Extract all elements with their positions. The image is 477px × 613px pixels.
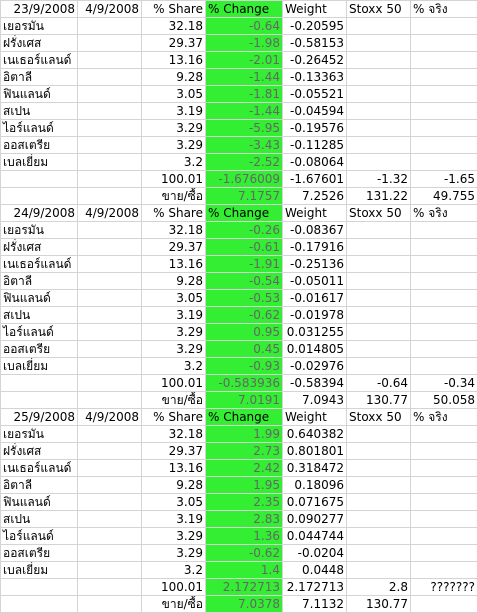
share-cell[interactable]: 13.16 bbox=[142, 460, 206, 477]
change-cell[interactable]: -3.43 bbox=[206, 137, 283, 154]
empty-cell[interactable] bbox=[347, 222, 411, 239]
sellbuy-change-cell[interactable]: 7.0378 bbox=[206, 596, 283, 613]
empty-cell[interactable] bbox=[411, 545, 477, 562]
stoxx-header-cell[interactable]: Stoxx 50 bbox=[347, 1, 411, 18]
change-cell[interactable]: -1.44 bbox=[206, 69, 283, 86]
empty-cell[interactable] bbox=[411, 477, 477, 494]
empty-cell[interactable] bbox=[78, 35, 142, 52]
table-row bbox=[1, 69, 477, 86]
sell-buy-label-cell[interactable]: ขาย/ซื้อ bbox=[142, 188, 206, 205]
empty-cell[interactable] bbox=[411, 35, 477, 52]
empty-cell[interactable] bbox=[411, 239, 477, 256]
empty-cell[interactable] bbox=[411, 290, 477, 307]
weight-header-cell[interactable]: Weight bbox=[283, 1, 347, 18]
empty-cell[interactable] bbox=[78, 86, 142, 103]
empty-cell[interactable] bbox=[78, 528, 142, 545]
change-cell[interactable]: -2.01 bbox=[206, 52, 283, 69]
empty-cell[interactable] bbox=[347, 545, 411, 562]
empty-cell[interactable] bbox=[78, 69, 142, 86]
weight-cell[interactable]: 0.031255 bbox=[283, 324, 347, 341]
weight-cell[interactable]: -0.26452 bbox=[283, 52, 347, 69]
country-cell[interactable]: เบลเยี่ยม bbox=[1, 154, 78, 171]
empty-cell[interactable] bbox=[347, 120, 411, 137]
sellbuy-weight-cell[interactable]: 7.0943 bbox=[283, 392, 347, 409]
empty-cell[interactable] bbox=[78, 154, 142, 171]
table-row bbox=[1, 290, 477, 307]
change-cell[interactable]: -0.53 bbox=[206, 290, 283, 307]
total-change-cell[interactable]: 2.172713 bbox=[206, 579, 283, 596]
total-weight-cell[interactable]: -1.67601 bbox=[283, 171, 347, 188]
empty-cell[interactable] bbox=[78, 477, 142, 494]
table-row bbox=[1, 52, 477, 69]
empty-cell[interactable] bbox=[78, 562, 142, 579]
stoxx-header-cell[interactable]: Stoxx 50 bbox=[347, 205, 411, 222]
block-header-row bbox=[1, 1, 477, 18]
empty-cell[interactable] bbox=[411, 154, 477, 171]
empty-cell[interactable] bbox=[411, 273, 477, 290]
table-row bbox=[1, 341, 477, 358]
empty-cell[interactable] bbox=[411, 562, 477, 579]
empty-cell[interactable] bbox=[411, 358, 477, 375]
empty-cell[interactable] bbox=[78, 52, 142, 69]
change-cell[interactable]: 1.36 bbox=[206, 528, 283, 545]
empty-cell[interactable] bbox=[78, 426, 142, 443]
share-cell[interactable]: 3.05 bbox=[142, 290, 206, 307]
weight-cell[interactable]: -0.01978 bbox=[283, 307, 347, 324]
sell-buy-row bbox=[1, 596, 477, 613]
change-cell[interactable]: -1.91 bbox=[206, 256, 283, 273]
empty-cell[interactable] bbox=[347, 460, 411, 477]
empty-cell[interactable] bbox=[78, 137, 142, 154]
empty-cell[interactable] bbox=[1, 188, 78, 205]
country-cell[interactable]: ไอร์แลนด์ bbox=[1, 528, 78, 545]
change-header-cell[interactable]: % Change bbox=[206, 1, 283, 18]
share-header-cell[interactable]: % Share bbox=[142, 205, 206, 222]
empty-cell[interactable] bbox=[411, 137, 477, 154]
country-cell[interactable]: ฟินแลนด์ bbox=[1, 290, 78, 307]
total-stoxx-cell[interactable]: -1.32 bbox=[347, 171, 411, 188]
empty-cell[interactable] bbox=[78, 511, 142, 528]
weight-cell[interactable]: -0.08064 bbox=[283, 154, 347, 171]
empty-cell[interactable] bbox=[1, 171, 78, 188]
country-cell[interactable]: เนเธอร์แลนด์ bbox=[1, 460, 78, 477]
empty-cell[interactable] bbox=[411, 18, 477, 35]
empty-cell[interactable] bbox=[1, 392, 78, 409]
table-row bbox=[1, 103, 477, 120]
empty-cell[interactable] bbox=[411, 52, 477, 69]
weight-cell[interactable]: -0.05011 bbox=[283, 273, 347, 290]
table-row bbox=[1, 562, 477, 579]
sellbuy-real-cell[interactable] bbox=[411, 596, 477, 613]
share-cell[interactable]: 3.2 bbox=[142, 358, 206, 375]
country-cell[interactable]: เยอรมัน bbox=[1, 18, 78, 35]
weight-cell[interactable]: -0.02976 bbox=[283, 358, 347, 375]
empty-cell[interactable] bbox=[411, 528, 477, 545]
empty-cell[interactable] bbox=[78, 256, 142, 273]
total-share-cell[interactable]: 100.01 bbox=[142, 375, 206, 392]
change-cell[interactable]: 2.73 bbox=[206, 443, 283, 460]
share-cell[interactable]: 3.19 bbox=[142, 307, 206, 324]
weight-cell[interactable]: -0.17916 bbox=[283, 239, 347, 256]
change-cell[interactable]: 0.95 bbox=[206, 324, 283, 341]
weight-cell[interactable]: 0.090277 bbox=[283, 511, 347, 528]
share-cell[interactable]: 9.28 bbox=[142, 477, 206, 494]
empty-cell[interactable] bbox=[78, 222, 142, 239]
share-cell[interactable]: 13.16 bbox=[142, 256, 206, 273]
empty-cell[interactable] bbox=[347, 443, 411, 460]
share-cell[interactable]: 32.18 bbox=[142, 18, 206, 35]
weight-cell[interactable]: -0.01617 bbox=[283, 290, 347, 307]
real-header-cell[interactable]: % จริง bbox=[411, 409, 477, 426]
empty-cell[interactable] bbox=[347, 494, 411, 511]
empty-cell[interactable] bbox=[411, 69, 477, 86]
sellbuy-real-cell[interactable]: 49.755 bbox=[411, 188, 477, 205]
change-cell[interactable]: 0.45 bbox=[206, 341, 283, 358]
empty-cell[interactable] bbox=[347, 18, 411, 35]
empty-cell[interactable] bbox=[78, 545, 142, 562]
empty-cell[interactable] bbox=[78, 188, 142, 205]
weight-cell[interactable]: 0.18096 bbox=[283, 477, 347, 494]
empty-cell[interactable] bbox=[347, 426, 411, 443]
empty-cell[interactable] bbox=[411, 256, 477, 273]
share-cell[interactable]: 32.18 bbox=[142, 426, 206, 443]
empty-cell[interactable] bbox=[347, 69, 411, 86]
share-cell[interactable]: 3.29 bbox=[142, 137, 206, 154]
share-cell[interactable]: 3.05 bbox=[142, 86, 206, 103]
empty-cell[interactable] bbox=[411, 443, 477, 460]
empty-cell[interactable] bbox=[411, 103, 477, 120]
share-cell[interactable]: 29.37 bbox=[142, 35, 206, 52]
share-cell[interactable]: 3.05 bbox=[142, 494, 206, 511]
empty-cell[interactable] bbox=[78, 103, 142, 120]
weight-header-cell[interactable]: Weight bbox=[283, 409, 347, 426]
table-row bbox=[1, 154, 477, 171]
empty-cell[interactable] bbox=[347, 52, 411, 69]
empty-cell[interactable] bbox=[347, 290, 411, 307]
table-row bbox=[1, 511, 477, 528]
sellbuy-weight-cell[interactable]: 7.1132 bbox=[283, 596, 347, 613]
table-row bbox=[1, 35, 477, 52]
empty-cell[interactable] bbox=[347, 341, 411, 358]
sell-buy-row bbox=[1, 188, 477, 205]
empty-cell[interactable] bbox=[1, 579, 78, 596]
share-cell[interactable]: 9.28 bbox=[142, 69, 206, 86]
country-cell[interactable]: ออสเตรีย bbox=[1, 137, 78, 154]
table-row bbox=[1, 443, 477, 460]
empty-cell[interactable] bbox=[347, 358, 411, 375]
country-cell[interactable]: เนเธอร์แลนด์ bbox=[1, 256, 78, 273]
share-cell[interactable]: 3.29 bbox=[142, 545, 206, 562]
change-cell[interactable]: 1.4 bbox=[206, 562, 283, 579]
empty-cell[interactable] bbox=[347, 562, 411, 579]
table-row bbox=[1, 426, 477, 443]
empty-cell[interactable] bbox=[347, 528, 411, 545]
table-row bbox=[1, 256, 477, 273]
empty-cell[interactable] bbox=[78, 120, 142, 137]
total-real-cell[interactable]: -1.65 bbox=[411, 171, 477, 188]
empty-cell[interactable] bbox=[347, 256, 411, 273]
country-cell[interactable]: ไอร์แลนด์ bbox=[1, 324, 78, 341]
country-cell[interactable]: ออสเตรีย bbox=[1, 341, 78, 358]
change-header-cell[interactable]: % Change bbox=[206, 205, 283, 222]
country-cell[interactable]: ฝรั่งเศส bbox=[1, 35, 78, 52]
total-change-cell[interactable]: -1.676009 bbox=[206, 171, 283, 188]
empty-cell[interactable] bbox=[78, 324, 142, 341]
sellbuy-stoxx-cell[interactable]: 131.22 bbox=[347, 188, 411, 205]
total-share-cell[interactable]: 100.01 bbox=[142, 171, 206, 188]
block-header-row bbox=[1, 409, 477, 426]
country-cell[interactable]: เบลเยี่ยม bbox=[1, 562, 78, 579]
total-real-cell[interactable]: -0.34 bbox=[411, 375, 477, 392]
share-cell[interactable]: 3.19 bbox=[142, 511, 206, 528]
weight-cell[interactable]: -0.13363 bbox=[283, 69, 347, 86]
country-cell[interactable]: เบลเยี่ยม bbox=[1, 358, 78, 375]
share-cell[interactable]: 29.37 bbox=[142, 443, 206, 460]
stoxx-header-cell[interactable]: Stoxx 50 bbox=[347, 409, 411, 426]
country-cell[interactable]: ฟินแลนด์ bbox=[1, 494, 78, 511]
share-cell[interactable]: 3.29 bbox=[142, 341, 206, 358]
table-row bbox=[1, 545, 477, 562]
share-cell[interactable]: 3.2 bbox=[142, 562, 206, 579]
change-cell[interactable]: -0.62 bbox=[206, 545, 283, 562]
grid-body bbox=[1, 1, 477, 613]
change-cell[interactable]: -0.54 bbox=[206, 273, 283, 290]
total-row bbox=[1, 375, 477, 392]
empty-cell[interactable] bbox=[411, 222, 477, 239]
country-cell[interactable]: เยอรมัน bbox=[1, 222, 78, 239]
share-cell[interactable]: 29.37 bbox=[142, 239, 206, 256]
total-share-cell[interactable]: 100.01 bbox=[142, 579, 206, 596]
empty-cell[interactable] bbox=[411, 494, 477, 511]
change-cell[interactable]: -1.98 bbox=[206, 35, 283, 52]
date-cell[interactable]: 24/9/2008 bbox=[1, 205, 78, 222]
weight-cell[interactable]: 0.044744 bbox=[283, 528, 347, 545]
weight-cell[interactable]: -0.04594 bbox=[283, 103, 347, 120]
empty-cell[interactable] bbox=[78, 239, 142, 256]
change-cell[interactable]: -0.93 bbox=[206, 358, 283, 375]
country-cell[interactable]: สเปน bbox=[1, 307, 78, 324]
change-cell[interactable]: -5.95 bbox=[206, 120, 283, 137]
sellbuy-real-cell[interactable]: 50.058 bbox=[411, 392, 477, 409]
country-cell[interactable]: อิตาลี bbox=[1, 69, 78, 86]
total-row bbox=[1, 171, 477, 188]
empty-cell[interactable] bbox=[78, 307, 142, 324]
change-cell[interactable]: 2.35 bbox=[206, 494, 283, 511]
weight-cell[interactable]: -0.58153 bbox=[283, 35, 347, 52]
empty-cell[interactable] bbox=[411, 341, 477, 358]
sellbuy-change-cell[interactable]: 7.0191 bbox=[206, 392, 283, 409]
empty-cell[interactable] bbox=[78, 596, 142, 613]
share-cell[interactable]: 3.19 bbox=[142, 103, 206, 120]
change-cell[interactable]: 2.42 bbox=[206, 460, 283, 477]
change-cell[interactable]: 1.99 bbox=[206, 426, 283, 443]
sell-buy-label-cell[interactable]: ขาย/ซื้อ bbox=[142, 596, 206, 613]
empty-cell[interactable] bbox=[78, 273, 142, 290]
empty-cell[interactable] bbox=[411, 511, 477, 528]
empty-cell[interactable] bbox=[78, 358, 142, 375]
weight-cell[interactable]: -0.08367 bbox=[283, 222, 347, 239]
weight-cell[interactable]: 0.014805 bbox=[283, 341, 347, 358]
country-cell[interactable]: ไอร์แลนด์ bbox=[1, 120, 78, 137]
empty-cell[interactable] bbox=[78, 443, 142, 460]
empty-cell[interactable] bbox=[1, 596, 78, 613]
table-row bbox=[1, 86, 477, 103]
share-header-cell[interactable]: % Share bbox=[142, 409, 206, 426]
weight-cell[interactable]: -0.05521 bbox=[283, 86, 347, 103]
empty-cell[interactable] bbox=[347, 239, 411, 256]
empty-cell[interactable] bbox=[347, 103, 411, 120]
real-header-cell[interactable]: % จริง bbox=[411, 205, 477, 222]
empty-cell[interactable] bbox=[347, 137, 411, 154]
table-row bbox=[1, 137, 477, 154]
real-header-cell[interactable]: % จริง bbox=[411, 1, 477, 18]
empty-cell[interactable] bbox=[78, 460, 142, 477]
country-cell[interactable]: เยอรมัน bbox=[1, 426, 78, 443]
empty-cell[interactable] bbox=[78, 290, 142, 307]
empty-cell[interactable] bbox=[347, 35, 411, 52]
change-cell[interactable]: -2.52 bbox=[206, 154, 283, 171]
country-cell[interactable]: ฝรั่งเศส bbox=[1, 443, 78, 460]
table-row bbox=[1, 324, 477, 341]
change-cell[interactable]: -0.26 bbox=[206, 222, 283, 239]
as-of-header-cell[interactable]: 4/9/2008 bbox=[78, 205, 142, 222]
country-cell[interactable]: อิตาลี bbox=[1, 273, 78, 290]
empty-cell[interactable] bbox=[347, 307, 411, 324]
country-cell[interactable]: ออสเตรีย bbox=[1, 545, 78, 562]
change-cell[interactable]: 1.95 bbox=[206, 477, 283, 494]
share-cell[interactable]: 32.18 bbox=[142, 222, 206, 239]
empty-cell[interactable] bbox=[411, 86, 477, 103]
weight-cell[interactable]: -0.19576 bbox=[283, 120, 347, 137]
share-cell[interactable]: 3.29 bbox=[142, 528, 206, 545]
table-row bbox=[1, 239, 477, 256]
country-cell[interactable]: ฟินแลนด์ bbox=[1, 86, 78, 103]
share-header-cell[interactable]: % Share bbox=[142, 1, 206, 18]
empty-cell[interactable] bbox=[347, 86, 411, 103]
weight-cell[interactable]: 0.801801 bbox=[283, 443, 347, 460]
empty-cell[interactable] bbox=[347, 324, 411, 341]
total-real-cell[interactable]: ??????? bbox=[411, 579, 477, 596]
weight-cell[interactable]: -0.11285 bbox=[283, 137, 347, 154]
table-row bbox=[1, 120, 477, 137]
share-cell[interactable]: 3.29 bbox=[142, 324, 206, 341]
table-row bbox=[1, 494, 477, 511]
weight-cell[interactable]: -0.25136 bbox=[283, 256, 347, 273]
table-row bbox=[1, 222, 477, 239]
weight-cell[interactable]: 0.640382 bbox=[283, 426, 347, 443]
empty-cell[interactable] bbox=[347, 511, 411, 528]
date-cell[interactable]: 25/9/2008 bbox=[1, 409, 78, 426]
weight-cell[interactable]: -0.20595 bbox=[283, 18, 347, 35]
empty-cell[interactable] bbox=[78, 579, 142, 596]
total-stoxx-cell[interactable]: 2.8 bbox=[347, 579, 411, 596]
share-cell[interactable]: 13.16 bbox=[142, 52, 206, 69]
table-row bbox=[1, 528, 477, 545]
empty-cell[interactable] bbox=[78, 18, 142, 35]
table-row bbox=[1, 273, 477, 290]
as-of-header-cell[interactable]: 4/9/2008 bbox=[78, 1, 142, 18]
empty-cell[interactable] bbox=[1, 375, 78, 392]
total-row bbox=[1, 579, 477, 596]
empty-cell[interactable] bbox=[411, 120, 477, 137]
as-of-header-cell[interactable]: 4/9/2008 bbox=[78, 409, 142, 426]
empty-cell[interactable] bbox=[411, 324, 477, 341]
block-header-row bbox=[1, 205, 477, 222]
share-cell[interactable]: 3.29 bbox=[142, 120, 206, 137]
total-weight-cell[interactable]: 2.172713 bbox=[283, 579, 347, 596]
country-cell[interactable]: เนเธอร์แลนด์ bbox=[1, 52, 78, 69]
sellbuy-change-cell[interactable]: 7.1757 bbox=[206, 188, 283, 205]
total-change-cell[interactable]: -0.583936 bbox=[206, 375, 283, 392]
share-cell[interactable]: 3.2 bbox=[142, 154, 206, 171]
table-row bbox=[1, 307, 477, 324]
empty-cell[interactable] bbox=[78, 375, 142, 392]
empty-cell[interactable] bbox=[411, 426, 477, 443]
date-cell[interactable]: 23/9/2008 bbox=[1, 1, 78, 18]
table-row bbox=[1, 460, 477, 477]
empty-cell[interactable] bbox=[411, 307, 477, 324]
empty-cell[interactable] bbox=[347, 273, 411, 290]
change-cell[interactable]: -1.81 bbox=[206, 86, 283, 103]
empty-cell[interactable] bbox=[78, 341, 142, 358]
empty-cell[interactable] bbox=[347, 154, 411, 171]
change-cell[interactable]: 2.83 bbox=[206, 511, 283, 528]
sell-buy-label-cell[interactable]: ขาย/ซื้อ bbox=[142, 392, 206, 409]
sellbuy-weight-cell[interactable]: 7.2526 bbox=[283, 188, 347, 205]
table-row bbox=[1, 18, 477, 35]
country-cell[interactable]: อิตาลี bbox=[1, 477, 78, 494]
total-stoxx-cell[interactable]: -0.64 bbox=[347, 375, 411, 392]
weight-header-cell[interactable]: Weight bbox=[283, 205, 347, 222]
country-cell[interactable]: สเปน bbox=[1, 103, 78, 120]
country-cell[interactable]: ฝรั่งเศส bbox=[1, 239, 78, 256]
weight-cell[interactable]: 0.318472 bbox=[283, 460, 347, 477]
sellbuy-stoxx-cell[interactable]: 130.77 bbox=[347, 392, 411, 409]
change-header-cell[interactable]: % Change bbox=[206, 409, 283, 426]
empty-cell[interactable] bbox=[411, 460, 477, 477]
table-row bbox=[1, 358, 477, 375]
sellbuy-stoxx-cell[interactable]: 130.77 bbox=[347, 596, 411, 613]
empty-cell[interactable] bbox=[347, 477, 411, 494]
share-cell[interactable]: 9.28 bbox=[142, 273, 206, 290]
weight-cell[interactable]: 0.071675 bbox=[283, 494, 347, 511]
empty-cell[interactable] bbox=[78, 494, 142, 511]
weight-cell[interactable]: 0.0448 bbox=[283, 562, 347, 579]
change-cell[interactable]: -0.62 bbox=[206, 307, 283, 324]
table-row bbox=[1, 477, 477, 494]
weight-cell[interactable]: -0.0204 bbox=[283, 545, 347, 562]
empty-cell[interactable] bbox=[78, 171, 142, 188]
change-cell[interactable]: -1.44 bbox=[206, 103, 283, 120]
total-weight-cell[interactable]: -0.58394 bbox=[283, 375, 347, 392]
change-cell[interactable]: -0.61 bbox=[206, 239, 283, 256]
change-cell[interactable]: -0.64 bbox=[206, 18, 283, 35]
sell-buy-row bbox=[1, 392, 477, 409]
country-cell[interactable]: สเปน bbox=[1, 511, 78, 528]
empty-cell[interactable] bbox=[78, 392, 142, 409]
